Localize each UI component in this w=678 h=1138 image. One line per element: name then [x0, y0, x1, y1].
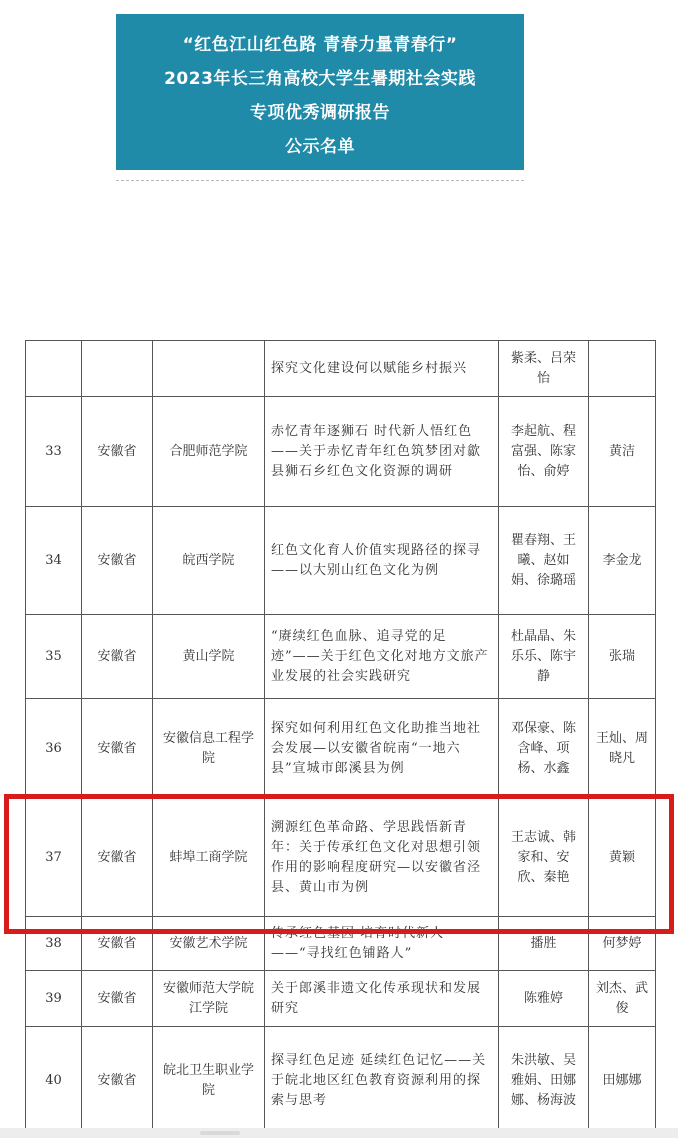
advisor-cell: 刘杰、武俊	[589, 971, 656, 1027]
province-cell	[82, 341, 153, 397]
members-cell: 邓保豪、陈含峰、项杨、水鑫	[499, 699, 589, 799]
members-cell: 朱洪敏、吴雅娟、田娜娜、杨海波	[499, 1027, 589, 1135]
bottom-bar	[0, 1128, 678, 1138]
advisor-cell: 李金龙	[589, 507, 656, 615]
members-cell: 瞿春翔、王曦、赵如娟、徐璐瑶	[499, 507, 589, 615]
topic-cell: 探寻红色足迹 延续红色记忆——关于皖北地区红色教育资源利用的探索与思考	[265, 1027, 499, 1135]
title-line-3: 专项优秀调研报告	[250, 103, 390, 123]
province-cell: 安徽省	[82, 917, 153, 971]
members-cell: 播胜	[499, 917, 589, 971]
advisor-cell: 黄洁	[589, 397, 656, 507]
title-line-2: 2023年长三角高校大学生暑期社会实践	[164, 69, 476, 89]
province-cell: 安徽省	[82, 699, 153, 799]
row-number: 38	[26, 917, 82, 971]
title-line-4: 公示名单	[285, 137, 355, 157]
members-cell: 李起航、程富强、陈家怡、俞婷	[499, 397, 589, 507]
province-cell: 安徽省	[82, 397, 153, 507]
topic-cell: 关于郎溪非遗文化传承现状和发展研究	[265, 971, 499, 1027]
table-row	[26, 397, 656, 507]
province-cell: 安徽省	[82, 615, 153, 699]
school-cell: 黄山学院	[153, 615, 265, 699]
members-cell: 杜晶晶、朱乐乐、陈宇静	[499, 615, 589, 699]
dotted-divider	[116, 180, 524, 181]
school-cell: 皖西学院	[153, 507, 265, 615]
title-banner	[116, 14, 524, 170]
row-number	[26, 341, 82, 397]
school-cell: 蚌埠工商学院	[153, 799, 265, 917]
topic-cell: “赓续红色血脉、追寻党的足迹”——关于红色文化对地方文旅产业发展的社会实践研究	[265, 615, 499, 699]
advisor-cell	[589, 341, 656, 397]
topic-cell: 探究如何利用红色文化助推当地社会发展—以安徽省皖南“一地六县”宣城市郎溪县为例	[265, 699, 499, 799]
row-number: 34	[26, 507, 82, 615]
members-cell: 紫柔、吕荣怡	[499, 341, 589, 397]
members-cell: 陈雅婷	[499, 971, 589, 1027]
advisor-cell: 何梦婷	[589, 917, 656, 971]
table-row	[26, 341, 656, 397]
school-cell: 安徽艺术学院	[153, 917, 265, 971]
red-highlight-frame	[4, 794, 674, 934]
title-line-1: “红色江山红色路 青春力量青春行”	[182, 35, 458, 55]
table-row	[26, 699, 656, 799]
topic-cell: 赤忆青年逐狮石 时代新人悟红色——关于赤忆青年红色筑梦团对歙县狮石乡红色文化资源的调研	[265, 397, 499, 507]
province-cell: 安徽省	[82, 971, 153, 1027]
school-cell: 安徽信息工程学院	[153, 699, 265, 799]
topic-cell: 传承红色基因 培育时代新人——“寻找红色铺路人”	[265, 917, 499, 971]
row-number: 39	[26, 971, 82, 1027]
school-cell: 皖北卫生职业学院	[153, 1027, 265, 1135]
school-cell: 安徽师范大学皖江学院	[153, 971, 265, 1027]
advisor-cell: 王灿、周晓凡	[589, 699, 656, 799]
topic-cell: 红色文化育人价值实现路径的探寻——以大别山红色文化为例	[265, 507, 499, 615]
row-number: 37	[26, 799, 82, 917]
school-cell	[153, 341, 265, 397]
row-number: 33	[26, 397, 82, 507]
advisor-cell: 田娜娜	[589, 1027, 656, 1135]
table-row	[26, 1027, 656, 1135]
table-row	[26, 615, 656, 699]
row-number: 35	[26, 615, 82, 699]
province-cell: 安徽省	[82, 507, 153, 615]
results-table	[25, 340, 656, 1135]
province-cell: 安徽省	[82, 799, 153, 917]
advisor-cell: 张瑞	[589, 615, 656, 699]
advisor-cell: 黄颖	[589, 799, 656, 917]
row-number: 36	[26, 699, 82, 799]
members-cell: 王志诚、韩家和、安欣、秦艳	[499, 799, 589, 917]
table-row	[26, 507, 656, 615]
row-number: 40	[26, 1027, 82, 1135]
province-cell: 安徽省	[82, 1027, 153, 1135]
scroll-indicator	[200, 1131, 240, 1135]
topic-cell: 溯源红色革命路、学思践悟新青年：关于传承红色文化对思想引领作用的影响程度研究—以安徽省泾县、黄山市为例	[265, 799, 499, 917]
topic-cell: 探究文化建设何以赋能乡村振兴	[265, 341, 499, 397]
table-row	[26, 971, 656, 1027]
school-cell: 合肥师范学院	[153, 397, 265, 507]
